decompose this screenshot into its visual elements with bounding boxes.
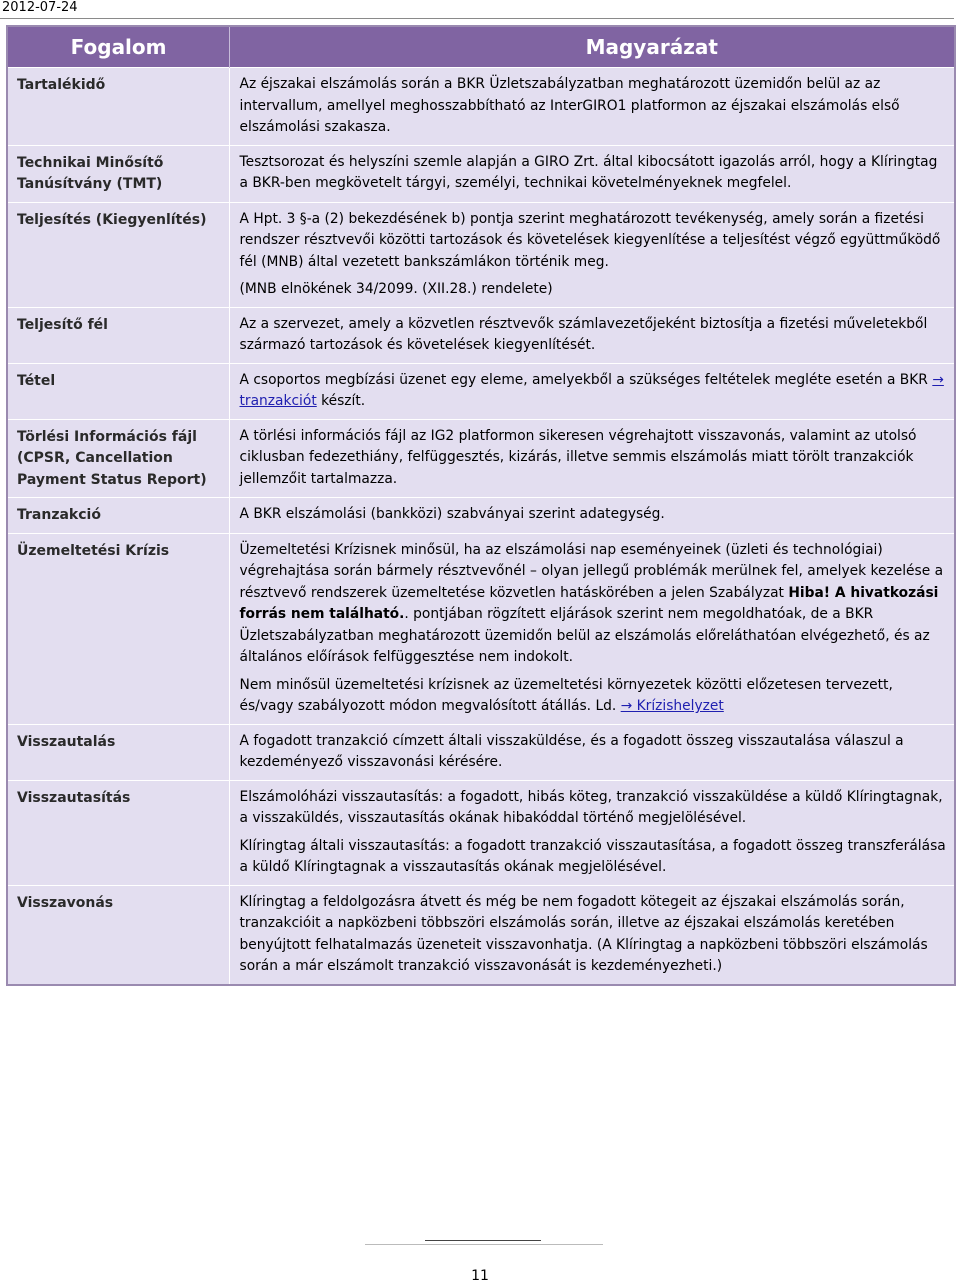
term-cell: Visszautasítás xyxy=(7,780,229,885)
definition-cell xyxy=(229,724,955,780)
definition-text xyxy=(240,370,947,413)
definition-cell xyxy=(229,885,955,985)
definition-text: Az éjszakai elszámolás során a BKR Üzletszabályzatban meghatározott üzemidőn belül az az intervallum, amellyel meghosszabbítható az InterGIRO1 platformon az éjszakai elszámolás első elszámolási szakasza. xyxy=(239,76,900,135)
definition-text: Az a szervezet, amely a közvetlen résztvevők számlavezetőjeként biztosítja a fizetési műveletekből származó tartozások és követelések kiegyenlítését. xyxy=(239,315,928,353)
definition-cell xyxy=(229,498,955,534)
definition-cell xyxy=(229,202,955,307)
definition-text xyxy=(240,540,947,669)
definition-cell xyxy=(229,68,955,146)
table-row xyxy=(7,202,955,307)
definition-text: Tesztsorozat és helyszíni szemle alapján a GIRO Zrt. által kibocsátott igazolás arról, hogy a Klíringtag a BKR-ben megkövetelt tárgyi, személyi, technikai követelményeknek megfelel. xyxy=(239,153,938,191)
table-row xyxy=(7,145,955,202)
term-cell: Tétel xyxy=(7,363,229,419)
footer-rule xyxy=(365,1244,603,1245)
definition-text-part: Üzemeltetési Krízisnek minősül, ha az elszámolási nap eseményeinek (üzleti és technológiai) végrehajtása során bármely résztvevőnél – olyan jellegű problémák merülnek fel, amelyek kezelése a résztvevő rendszerek üzemeltetése közvetlen hatáskörében a jelen Szabályzat xyxy=(239,541,944,601)
table-header-row xyxy=(7,26,955,68)
tranzakcio-link[interactable]: → tranzakciót xyxy=(239,371,944,409)
table-row xyxy=(7,780,955,885)
term-cell: Törlési Információs fájl (CPSR, Cancellation Payment Status Report) xyxy=(7,419,229,498)
page-number: 11 xyxy=(471,1268,489,1284)
definition-cell xyxy=(229,780,955,885)
term-cell: Tartalékidő xyxy=(7,68,229,146)
column-header-explanation: Magyarázat xyxy=(229,26,955,68)
definition-text: A BKR elszámolási (bankközi) szabványai szerint adategység. xyxy=(239,506,665,522)
definition-text: A fogadott tranzakció címzett általi visszaküldése, és a fogadott összeg visszautalása válaszul a kezdeményező visszavonási kérésére. xyxy=(239,732,904,770)
table-row xyxy=(7,533,955,724)
term-cell: Visszavonás xyxy=(7,885,229,985)
definition-cell xyxy=(229,363,955,419)
column-header-term: Fogalom xyxy=(7,26,229,68)
definition-text-part: Nem minősül üzemeltetési krízisnek az üzemeltetési környezetek közötti előzetesen tervezett, és/vagy szabályozott módon megvalósított átállás. Ld. xyxy=(239,676,893,714)
definition-text: A törlési információs fájl az IG2 platformon sikeresen végrehajtott visszavonás, valamint az utolsó ciklusban fedezethiány, felfüggesztés, kizárás, illetve semmis elszámolás miatt törölt tranzakciók jellemzőit tartalmazza. xyxy=(239,427,917,487)
table-row xyxy=(7,363,955,419)
term-cell: Teljesítő fél xyxy=(7,307,229,363)
definition-text xyxy=(240,675,947,718)
table-row xyxy=(7,724,955,780)
krizishelyzet-link[interactable]: → Krízishelyzet xyxy=(620,698,724,714)
definition-cell xyxy=(229,533,955,724)
definition-text: Klíringtag a feldolgozásra átvett és még be nem fogadott kötegeit az éjszakai elszámolás során, tranzakcióit a napközbeni többszöri elszámolás során, illetve az éjszakai elszámolás keretében benyújtott felhatalmazás üzeneteit visszavonhatja. (A Klíringtag a napközbeni többszöri elszámolás során a már elszámolt tranzakció visszavonását is kezdeményezheti.) xyxy=(239,893,928,974)
definition-text-part: készít. xyxy=(316,393,366,409)
definition-cell xyxy=(229,145,955,202)
header-rule xyxy=(0,18,954,19)
definition-text: Elszámolóházi visszautasítás: a fogadott, hibás köteg, tranzakció visszaküldése a küldő Klíringtagnak, a visszaküldés, visszautasítás okának hibakóddal történő megjelölésével. xyxy=(239,788,943,826)
term-cell: Visszautalás xyxy=(7,724,229,780)
table-row xyxy=(7,498,955,534)
definition-text-part: A csoportos megbízási üzenet egy eleme, amelyekből a szükséges feltételek megléte esetén a BKR xyxy=(239,371,933,388)
footer-rule-short xyxy=(425,1240,541,1241)
table-row xyxy=(7,419,955,498)
definition-cell xyxy=(229,307,955,363)
table-row xyxy=(7,307,955,363)
glossary-table xyxy=(6,25,956,986)
definition-text: A Hpt. 3 §-a (2) bekezdésének b) pontja szerint meghatározott tevékenység, amely során a fizetési rendszer résztvevői közötti tartozások és követelések kiegyenlítése a teljesítést végző együttműködő fél (MNB) által vezetett bankszámlákon történik meg. xyxy=(239,210,941,270)
term-cell: Technikai Minősítő Tanúsítvány (TMT) xyxy=(7,145,229,202)
definition-text-part: . pontjában rögzített eljárások szerint nem megoldhatóak, de a BKR Üzletszabályzatban meghatározott üzemidőn belül az elszámolás előreláthatóan elvégezhető, és az általános előírások felfüggesztése nem indokolt. xyxy=(239,606,930,665)
table-row xyxy=(7,68,955,146)
reference-error-text: Hiba! A hivatkozási forrás nem található. xyxy=(239,584,939,622)
definition-text: Klíringtag általi visszautasítás: a fogadott tranzakció visszautasítása, a fogadott összeg transzferálása a küldő Klíringtagnak a visszautasítás okának megjelölésével. xyxy=(239,837,946,875)
term-cell: Tranzakció xyxy=(7,498,229,534)
definition-cell xyxy=(229,419,955,498)
document-date: 2012-07-24 xyxy=(2,0,78,15)
definition-reference: (MNB elnökének 34/2099. (XII.28.) rendelete) xyxy=(239,281,553,297)
term-cell: Teljesítés (Kiegyenlítés) xyxy=(7,202,229,307)
term-cell: Üzemeltetési Krízis xyxy=(7,533,229,724)
table-row xyxy=(7,885,955,985)
